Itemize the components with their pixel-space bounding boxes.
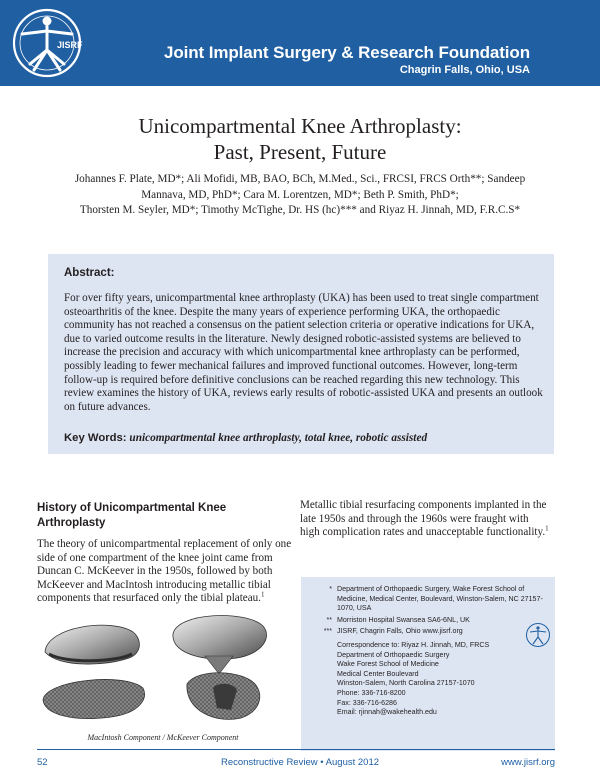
- correspondence-block: [337, 641, 550, 718]
- correspondence-line: Wake Forest School of Medicine: [337, 660, 439, 669]
- correspondence-line: Correspondence to: Riyaz H. Jinnah, MD, FRCS: [337, 640, 490, 649]
- affiliation-mark: **: [326, 615, 332, 624]
- affiliation-text: JISRF, Chagrin Falls, Ohio www.jisrf.org: [337, 627, 463, 636]
- paragraph-left: The theory of unicompartmental replacement of only one side of one compartment of the knee joint came from Duncan C. McKeever in the 1950s, followed by both McKeever and MacIntosh introducing metallic tibial components that resurfaced only the tibial plateau.: [37, 538, 292, 604]
- affiliation-item: [310, 616, 550, 626]
- journal-issue: Reconstructive Review • August 2012: [220, 757, 380, 768]
- organization-location: Chagrin Falls, Ohio, USA: [399, 64, 530, 76]
- keywords: [64, 432, 544, 444]
- paragraph-right: Metallic tibial resurfacing components implanted in the late 1950s and through the 1960s were fraught with high complication rates and unacceptable functionality.: [300, 499, 547, 538]
- page-number: 52: [37, 757, 48, 768]
- title-line-1: Unicompartmental Knee Arthroplasty:: [138, 114, 462, 138]
- abstract-heading: Abstract:: [64, 267, 115, 279]
- authors-line-2: Mannava, MD, PhD*; Cara M. Lorentzen, MD*; Beth P. Smith, PhD*;: [141, 188, 459, 201]
- mckeever-component-top: [173, 616, 267, 674]
- body-column-left: [37, 538, 292, 606]
- jisrf-logo: [8, 4, 86, 82]
- affiliations-list: [310, 585, 550, 718]
- affiliation-mark: *: [329, 585, 332, 593]
- keywords-value: unicompartmental knee arthroplasty, total knee, robotic assisted: [129, 432, 428, 444]
- mckeever-component-bottom: [187, 673, 260, 720]
- jisrf-logo-small: [525, 622, 551, 648]
- title-line-2: Past, Present, Future: [213, 140, 387, 164]
- affiliation-item: [310, 585, 550, 614]
- macintosh-component-bottom: [43, 679, 145, 718]
- author-list: [40, 172, 560, 219]
- journal-header-band: [0, 0, 600, 86]
- correspondence-line: Phone: 336-716-8200: [337, 688, 406, 697]
- authors-line-3: Thorsten M. Seyler, MD*; Timothy McTighe, Dr. HS (hc)*** and Riyaz H. Jinnah, MD, F.R.C.S*: [79, 204, 521, 216]
- implant-components-figure: [37, 612, 289, 732]
- correspondence-line: Fax: 336-716-6286: [337, 698, 397, 707]
- affiliation-mark: ***: [323, 627, 332, 636]
- reference-marker: 1: [260, 590, 265, 599]
- keywords-label: Key Words:: [64, 432, 127, 444]
- correspondence-line: Email: rjinnah@wakehealth.edu: [337, 708, 437, 717]
- macintosh-component-top: [45, 625, 139, 664]
- footer-rule: [37, 749, 555, 750]
- correspondence-line: Medical Center Boulevard: [337, 669, 419, 678]
- figure-caption: MacIntosh Component / McKeever Component: [87, 733, 239, 742]
- affiliation-text: Morriston Hospital Swansea SA6-6NL, UK: [337, 615, 470, 624]
- website-url: www.jisrf.org: [501, 757, 555, 768]
- affiliation-text: Department of Orthopaedic Surgery, Wake Forest School of Medicine, Medical Center, Boulevard, Winston-Salem, NC 27157-1070, USA: [337, 585, 543, 613]
- article-title: [0, 113, 600, 165]
- reference-marker: 1: [545, 524, 549, 533]
- organization-name: Joint Implant Surgery & Research Foundation: [164, 43, 530, 62]
- body-column-right: [300, 499, 550, 540]
- authors-line-1: Johannes F. Plate, MD*; Ali Mofidi, MB, BAO, BCh, M.Med., Sci., FRCSI, FRCS Orth**; Sandeep: [74, 173, 526, 185]
- correspondence-line: Winston-Salem, North Carolina 27157-1070: [337, 679, 475, 688]
- abstract-text: For over fifty years, unicompartmental knee arthroplasty (UKA) has been used to treat single compartment osteoarthritis of the knee. Despite the many years of experience performing UKA, the orthopaedic community has not reached a consensus on the patient selection criteria or operative indications for UKA, due to varied outcome results in the literature. Newly designed robotic-assisted systems are believed to increase the precision and accuracy with which unicompartmental knee arthroplasty can be performed, possibly leading to fewer mechanical failures and improved functional outcomes. However, long-term follow-up is required before definitive conclusions can be reached regarding this new technology. This review examines the history of UKA, reviews early results of robotic-assisted UKA and presents an outlook on future advances.: [64, 292, 543, 413]
- svg-text:JISRF: JISRF: [57, 40, 83, 50]
- section-heading: History of Unicompartmental Knee Arthroplasty: [37, 502, 227, 529]
- correspondence-line: Department of Orthopaedic Surgery: [337, 650, 450, 659]
- affiliation-item: [310, 627, 550, 637]
